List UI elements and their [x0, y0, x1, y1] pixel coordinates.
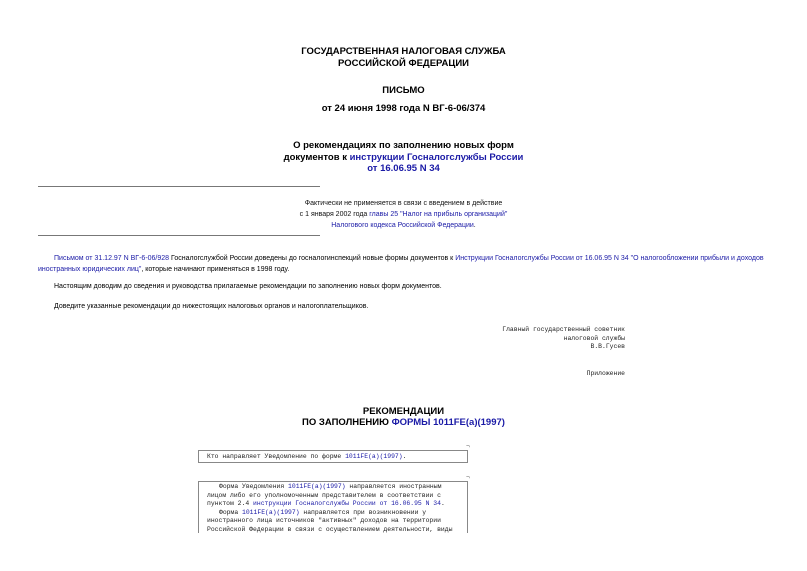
box-2-instruction-link[interactable]: инструкции Госналогслужбы России от 16.06.95 N 34 — [253, 500, 441, 508]
signature-title: Главный государственный советник — [502, 326, 625, 333]
signature-block — [440, 326, 625, 352]
box-1-text: Кто направляет Уведомление по форме — [207, 453, 346, 460]
document-type: ПИСЬМО — [382, 85, 425, 96]
box-2-text-1: Форма Уведомления — [219, 483, 289, 490]
chapter-25-link[interactable]: главы 25 "Налог на прибыль организаций" — [369, 211, 508, 218]
box-2-text-3: пунктом 2.4 — [207, 500, 254, 508]
instruction-date-link[interactable]: от 16.06.95 N 34 — [367, 163, 440, 174]
status-note-line-1: Фактически не применяется в связи с введением в действие — [304, 200, 503, 207]
form-link[interactable]: ФОРМЫ 1011FE(a)(1997) — [391, 417, 505, 428]
status-note-text: с 1 января 2002 года — [299, 211, 370, 218]
box-2-text-3b: . — [440, 500, 445, 508]
paragraph-2: Настоящим доводим до сведения и руководства прилагаемые рекомендации по заполнению новых форм документов. — [54, 283, 442, 290]
instruction-full-link[interactable]: Инструкции Госналогслужбы России от 16.06.95 N 34 "О налогообложении прибыли и доходов иностранных юридических лиц" — [38, 255, 764, 273]
paragraph-1-text-b: , которые начинают применяться в 1998 году. — [141, 265, 290, 273]
box-2-text-1b: направляется иностранным — [345, 483, 442, 490]
box-corner-mark-2: ¬ — [466, 474, 470, 481]
box-1-line — [199, 451, 467, 463]
form-box-1 — [198, 450, 468, 463]
box-1-form-link[interactable]: 1011FE(a)(1997) — [345, 453, 403, 460]
box-1-period: . — [402, 453, 407, 460]
paragraph-1 — [38, 254, 772, 275]
box-2-form-link-2[interactable]: 1011FE(a)(1997) — [242, 508, 300, 516]
paragraph-3: Доведите указанные рекомендации до нижестоящих налоговых органов и налогоплательщиков. — [54, 303, 369, 310]
tax-code-link[interactable]: Налогового кодекса Российской Федерации — [331, 222, 474, 229]
box-2-line-2: лицом либо его уполномоченным представителем в соответствии с — [207, 491, 441, 499]
status-note-line-2 — [0, 209, 807, 220]
subject-text: документов к — [283, 152, 350, 163]
box-2-line-3 — [207, 500, 461, 509]
box-2-content — [199, 482, 467, 536]
appendix-label: Приложение — [586, 370, 625, 377]
divider-top — [38, 186, 320, 187]
paragraph-1-text-a: Госналогслужбой России доведены до госналогинспекций новые формы документов к — [169, 255, 456, 262]
letter-link[interactable]: Письмом от 31.12.97 N ВГ-6-06/928 — [54, 255, 170, 262]
instruction-link[interactable]: инструкции Госналогслужбы России — [349, 152, 524, 163]
box-2-text-4b: направляется при возникновении у — [299, 508, 427, 516]
signature-name: В.В.Гусев — [590, 343, 625, 351]
divider-bottom — [38, 235, 320, 236]
recommendations-title-1: РЕКОМЕНДАЦИИ — [362, 406, 445, 417]
signature-service: налоговой службы — [563, 334, 625, 342]
status-note-period: . — [473, 222, 476, 229]
issuer-line-2: РОССИЙСКОЙ ФЕДЕРАЦИИ — [337, 58, 469, 69]
box-2-line-1 — [207, 483, 461, 492]
subject-line-1: О рекомендациях по заполнению новых форм — [293, 140, 514, 151]
box-2-form-link-1[interactable]: 1011FE(a)(1997) — [288, 483, 346, 490]
status-note-line-3 — [0, 220, 807, 231]
form-box-2 — [198, 481, 468, 533]
document-date: от 24 июня 1998 года N ВГ-6-06/374 — [321, 103, 486, 114]
box-2-line-5: иностранного лица источников "активных" доходов на территории — [207, 517, 441, 525]
issuer-line-1: ГОСУДАРСТВЕННАЯ НАЛОГОВАЯ СЛУЖБА — [301, 46, 506, 57]
box-2-line-6: Российской Федерации в связи с осуществлением деятельности, виды — [207, 525, 453, 533]
subject-line-3 — [0, 163, 807, 175]
box-corner-mark: ¬ — [466, 443, 470, 450]
recommendations-title-text: ПО ЗАПОЛНЕНИЮ — [302, 417, 392, 428]
recommendations-title-2 — [0, 417, 807, 429]
box-2-line-4 — [207, 509, 461, 518]
box-2-text-4: Форма — [219, 508, 243, 516]
